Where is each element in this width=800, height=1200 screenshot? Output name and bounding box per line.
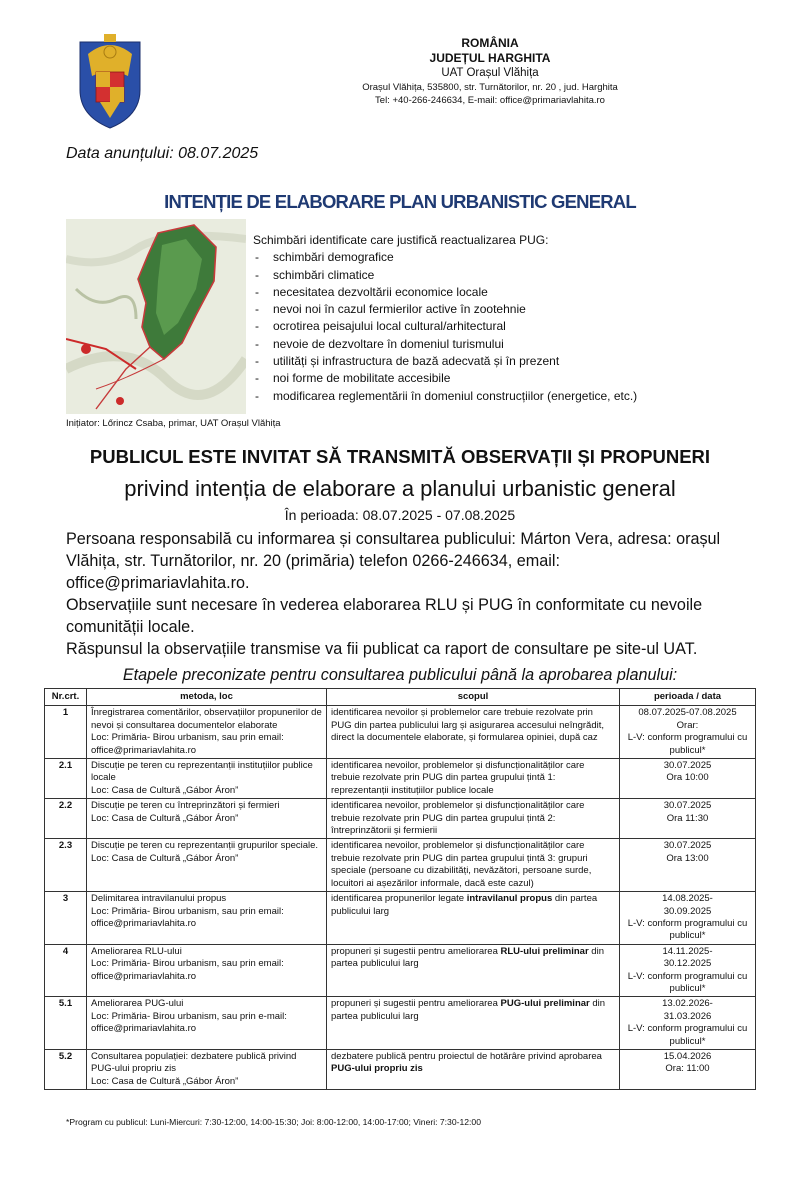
- row-scope: [327, 706, 620, 759]
- row-number: 3: [45, 892, 87, 945]
- row-period: [620, 1049, 756, 1089]
- country-name: ROMÂNIA: [461, 36, 519, 50]
- list-item: - utilități și infrastructura de bază adecvată și în prezent: [253, 353, 733, 370]
- row-scope: [327, 799, 620, 839]
- table-row: [45, 839, 756, 892]
- row-scope: [327, 759, 620, 799]
- table-header-row: [45, 689, 756, 706]
- changes-list: [253, 232, 733, 405]
- row-method: [87, 892, 327, 945]
- method-line: Loc: Casa de Cultură „Gábor Áron”: [91, 1075, 239, 1087]
- row-number: 5.2: [45, 1049, 87, 1089]
- period-line: Ora 11:30: [666, 812, 709, 824]
- table-row: [45, 706, 756, 759]
- scope-post: din partea publicului larg: [331, 998, 606, 1022]
- scope-text: identificarea nevoilor, problemelor și disfuncționalităților care trebuie rezolvate prin PUG din partea grupului țintă 2: întreprinzătorii și fermierii: [331, 800, 585, 837]
- period-line: Ora 10:00: [666, 772, 709, 784]
- paragraph: Observațiile sunt necesare în vederea elaborarea RLU și PUG în conformitate cu nevoile comunității locale.: [66, 596, 703, 636]
- period-line: 30.12.2025: [663, 958, 712, 970]
- scope-bold: PUG-ului propriu zis: [331, 1063, 423, 1075]
- scope-text: identificarea nevoilor, problemelor și disfuncționalităților care trebuie rezolvate prin PUG din partea grupului țintă 3: grupuri speciale (persoane cu dizabilități, nevăzători, persoane surde, locuitori ai așezărilor informale, dacă este cazul): [331, 840, 592, 889]
- row-number: 1: [45, 706, 87, 759]
- row-period: [620, 839, 756, 892]
- row-method: [87, 759, 327, 799]
- table-row: [45, 1049, 756, 1089]
- list-item: - schimbări climatice: [253, 267, 733, 284]
- territory-map: [66, 219, 246, 414]
- table-row: [45, 997, 756, 1050]
- invite-heading: PUBLICUL ESTE INVITAT SĂ TRANSMITĂ OBSERVAȚII ȘI PROPUNERI: [89, 446, 711, 467]
- row-period: [620, 706, 756, 759]
- method-line: Loc: Primăria- Birou urbanism, sau prin email: office@primariavlahita.ro: [91, 732, 284, 756]
- period-line: 30.07.2025: [663, 800, 712, 812]
- period-line: Orar:: [676, 719, 699, 731]
- header-method: metoda, loc: [87, 689, 327, 706]
- row-number: 2.2: [45, 799, 87, 839]
- period-line: L-V: conform programului cu publicul*: [627, 970, 748, 994]
- uat-name: UAT Orașul Vlăhița: [441, 67, 539, 79]
- paragraph: Persoana responsabilă cu informarea și consultarea publicului: Márton Vera, adresa: orașul Vlăhița, str. Turnătorilor, nr. 20 (primăria) telefon 0266-246634, email: office@primariavlahita.ro.: [66, 530, 721, 592]
- method-line: Discuție pe teren cu întreprinzători și fermieri: [91, 800, 280, 812]
- scope-pre: propuneri și sugestii pentru ameliorarea: [331, 945, 501, 957]
- header-scope: scopul: [327, 689, 620, 706]
- method-line: Loc: Primăria- Birou urbanism, sau prin email: office@primariavlahita.ro: [91, 905, 284, 929]
- row-method: [87, 997, 327, 1050]
- scope-pre: dezbatere publică pentru proiectul de hotărâre privind aprobarea: [331, 1050, 602, 1062]
- paragraph: Răspunsul la observațiile transmise va fii publicat ca raport de consultare pe site-ul UAT.: [66, 640, 698, 658]
- footnote: *Program cu publicul: Luni-Miercuri: 7:30-12:00, 14:00-15:30; Joi: 8:00-12:00, 14:00-17:00; Vineri: 7:30-12:00: [66, 1117, 481, 1127]
- contact: Tel: +40-266-246634, E-mail: office@primariavlahita.ro: [375, 95, 605, 106]
- table-row: [45, 892, 756, 945]
- row-number: 2.3: [45, 839, 87, 892]
- method-line: Ameliorarea RLU-ului: [91, 945, 182, 957]
- row-method: [87, 1049, 327, 1089]
- row-scope: [327, 1049, 620, 1089]
- scope-pre: propuneri și sugestii pentru ameliorarea: [331, 998, 501, 1010]
- list-item: - ocrotirea peisajului local cultural/arhitectural: [253, 318, 733, 335]
- period-line: 08.07.2025-07.08.2025: [638, 707, 737, 719]
- scope-text: identificarea nevoilor, problemelor și disfuncționalităților care trebuie rezolvate prin PUG din partea grupului țintă 1: reprezentanții instituțiilor publice locale: [331, 760, 585, 796]
- list-item: - necesitatea dezvoltării economice locale: [253, 284, 733, 301]
- table-row: [45, 799, 756, 839]
- period-line: 14.08.2025-: [662, 893, 713, 905]
- row-method: [87, 944, 327, 997]
- changes-intro: Schimbări identificate care justifică reactualizarea PUG:: [253, 233, 549, 247]
- list-item: - modificarea reglementării în domeniul construcțiilor (energetice, etc.): [253, 388, 733, 405]
- row-period: [620, 892, 756, 945]
- row-period: [620, 759, 756, 799]
- row-number: 4: [45, 944, 87, 997]
- period-line: 13.02.2026-: [662, 998, 713, 1010]
- period-line: 15.04.2026: [663, 1050, 712, 1062]
- announcement-date: Data anunțului: 08.07.2025: [66, 145, 259, 162]
- row-period: [620, 799, 756, 839]
- consultation-period: În perioada: 08.07.2025 - 07.08.2025: [284, 507, 516, 523]
- scope-post: din partea publicului larg: [331, 945, 604, 970]
- initiator: Inițiator: Lőrincz Csaba, primar, UAT Orașul Vlăhița: [66, 418, 281, 429]
- period-line: L-V: conform programului cu publicul*: [627, 732, 748, 756]
- period-line: L-V: conform programului cu publicul*: [627, 917, 748, 942]
- header-period: perioada / data: [620, 689, 756, 706]
- period-line: L-V: conform programului cu publicul*: [627, 1023, 748, 1047]
- scope-bold: RLU-ului preliminar: [500, 945, 589, 957]
- row-number: 2.1: [45, 759, 87, 799]
- method-line: Loc: Casa de Cultură „Gábor Áron”: [91, 784, 239, 796]
- list-item: - schimbări demografice: [253, 249, 733, 266]
- period-line: Ora: 11:00: [665, 1063, 710, 1075]
- list-item: - noi forme de mobilitate accesibile: [253, 370, 733, 387]
- coat-of-arms-icon: [74, 32, 146, 130]
- scope-bold: PUG-ului preliminar: [500, 998, 590, 1010]
- scope-text: identificarea nevoilor și problemelor care trebuie rezolvate prin PUG din partea publicului larg și asigurarea accesului neîngrădit, direct la documentele elaborate, și formularea opiniei, după caz: [331, 707, 605, 744]
- period-line: 30.07.2025: [663, 760, 712, 772]
- period-line: Ora 13:00: [666, 852, 709, 864]
- method-line: Discuție pe teren cu reprezentanții grupurilor speciale.: [91, 840, 319, 852]
- method-line: Consultarea populației: dezbatere publică privind PUG-ului propriu zis: [91, 1050, 297, 1075]
- period-line: 14.11.2025-: [662, 945, 713, 957]
- method-line: Loc: Casa de Cultură „Gábor Áron”: [91, 852, 239, 864]
- address: Orașul Vlăhița, 535800, str. Turnătorilor, nr. 20 , jud. Harghita: [362, 82, 618, 93]
- stages-table: [44, 688, 756, 1090]
- row-method: [87, 799, 327, 839]
- scope-pre: identificarea propunerilor legate: [331, 893, 467, 905]
- body-text: [66, 528, 746, 660]
- period-line: 30.07.2025: [663, 840, 712, 852]
- scope-bold: intravilanul propus: [466, 893, 553, 905]
- period-line: 30.09.2025: [663, 905, 712, 917]
- row-period: [620, 997, 756, 1050]
- row-scope: [327, 839, 620, 892]
- row-period: [620, 944, 756, 997]
- list-item: - nevoi noi în cazul fermierilor active în zootehnie: [253, 301, 733, 318]
- stages-title: Etapele preconizate pentru consultarea publicului până la aprobarea planului:: [122, 666, 678, 684]
- method-line: Discuție pe teren cu reprezentanții instituțiilor publice locale: [91, 760, 313, 784]
- method-line: Înregistrarea comentărilor, observațiilor propunerilor de nevoi și consultarea documentelor elaborate: [91, 707, 322, 731]
- row-scope: [327, 944, 620, 997]
- header-nr: Nr.crt.: [45, 689, 87, 706]
- table-row: [45, 759, 756, 799]
- row-method: [87, 706, 327, 759]
- method-line: Delimitarea intravilanului propus: [91, 893, 227, 905]
- invite-subheading: privind intenția de elaborare a planului urbanistic general: [124, 476, 676, 501]
- county-name: JUDEȚUL HARGHITA: [429, 51, 551, 65]
- method-line: Loc: Casa de Cultură „Gábor Áron”: [91, 812, 239, 824]
- row-scope: [327, 997, 620, 1050]
- method-line: Loc: Primăria- Birou urbanism, sau prin email: office@primariavlahita.ro: [91, 958, 284, 982]
- row-number: 5.1: [45, 997, 87, 1050]
- scope-post: din partea publicului larg: [331, 893, 598, 917]
- period-line: 31.03.2026: [663, 1010, 712, 1022]
- row-method: [87, 839, 327, 892]
- row-scope: [327, 892, 620, 945]
- method-line: Ameliorarea PUG-ului: [91, 998, 184, 1010]
- method-line: Loc: Primăria- Birou urbanism, sau prin e-mail: office@primariavlahita.ro: [91, 1010, 287, 1035]
- list-item: - nevoie de dezvoltare în domeniul turismului: [253, 336, 733, 353]
- page-title: INTENȚIE DE ELABORARE PLAN URBANISTIC GENERAL: [164, 191, 636, 212]
- letterhead: [260, 36, 720, 107]
- table-row: [45, 944, 756, 997]
